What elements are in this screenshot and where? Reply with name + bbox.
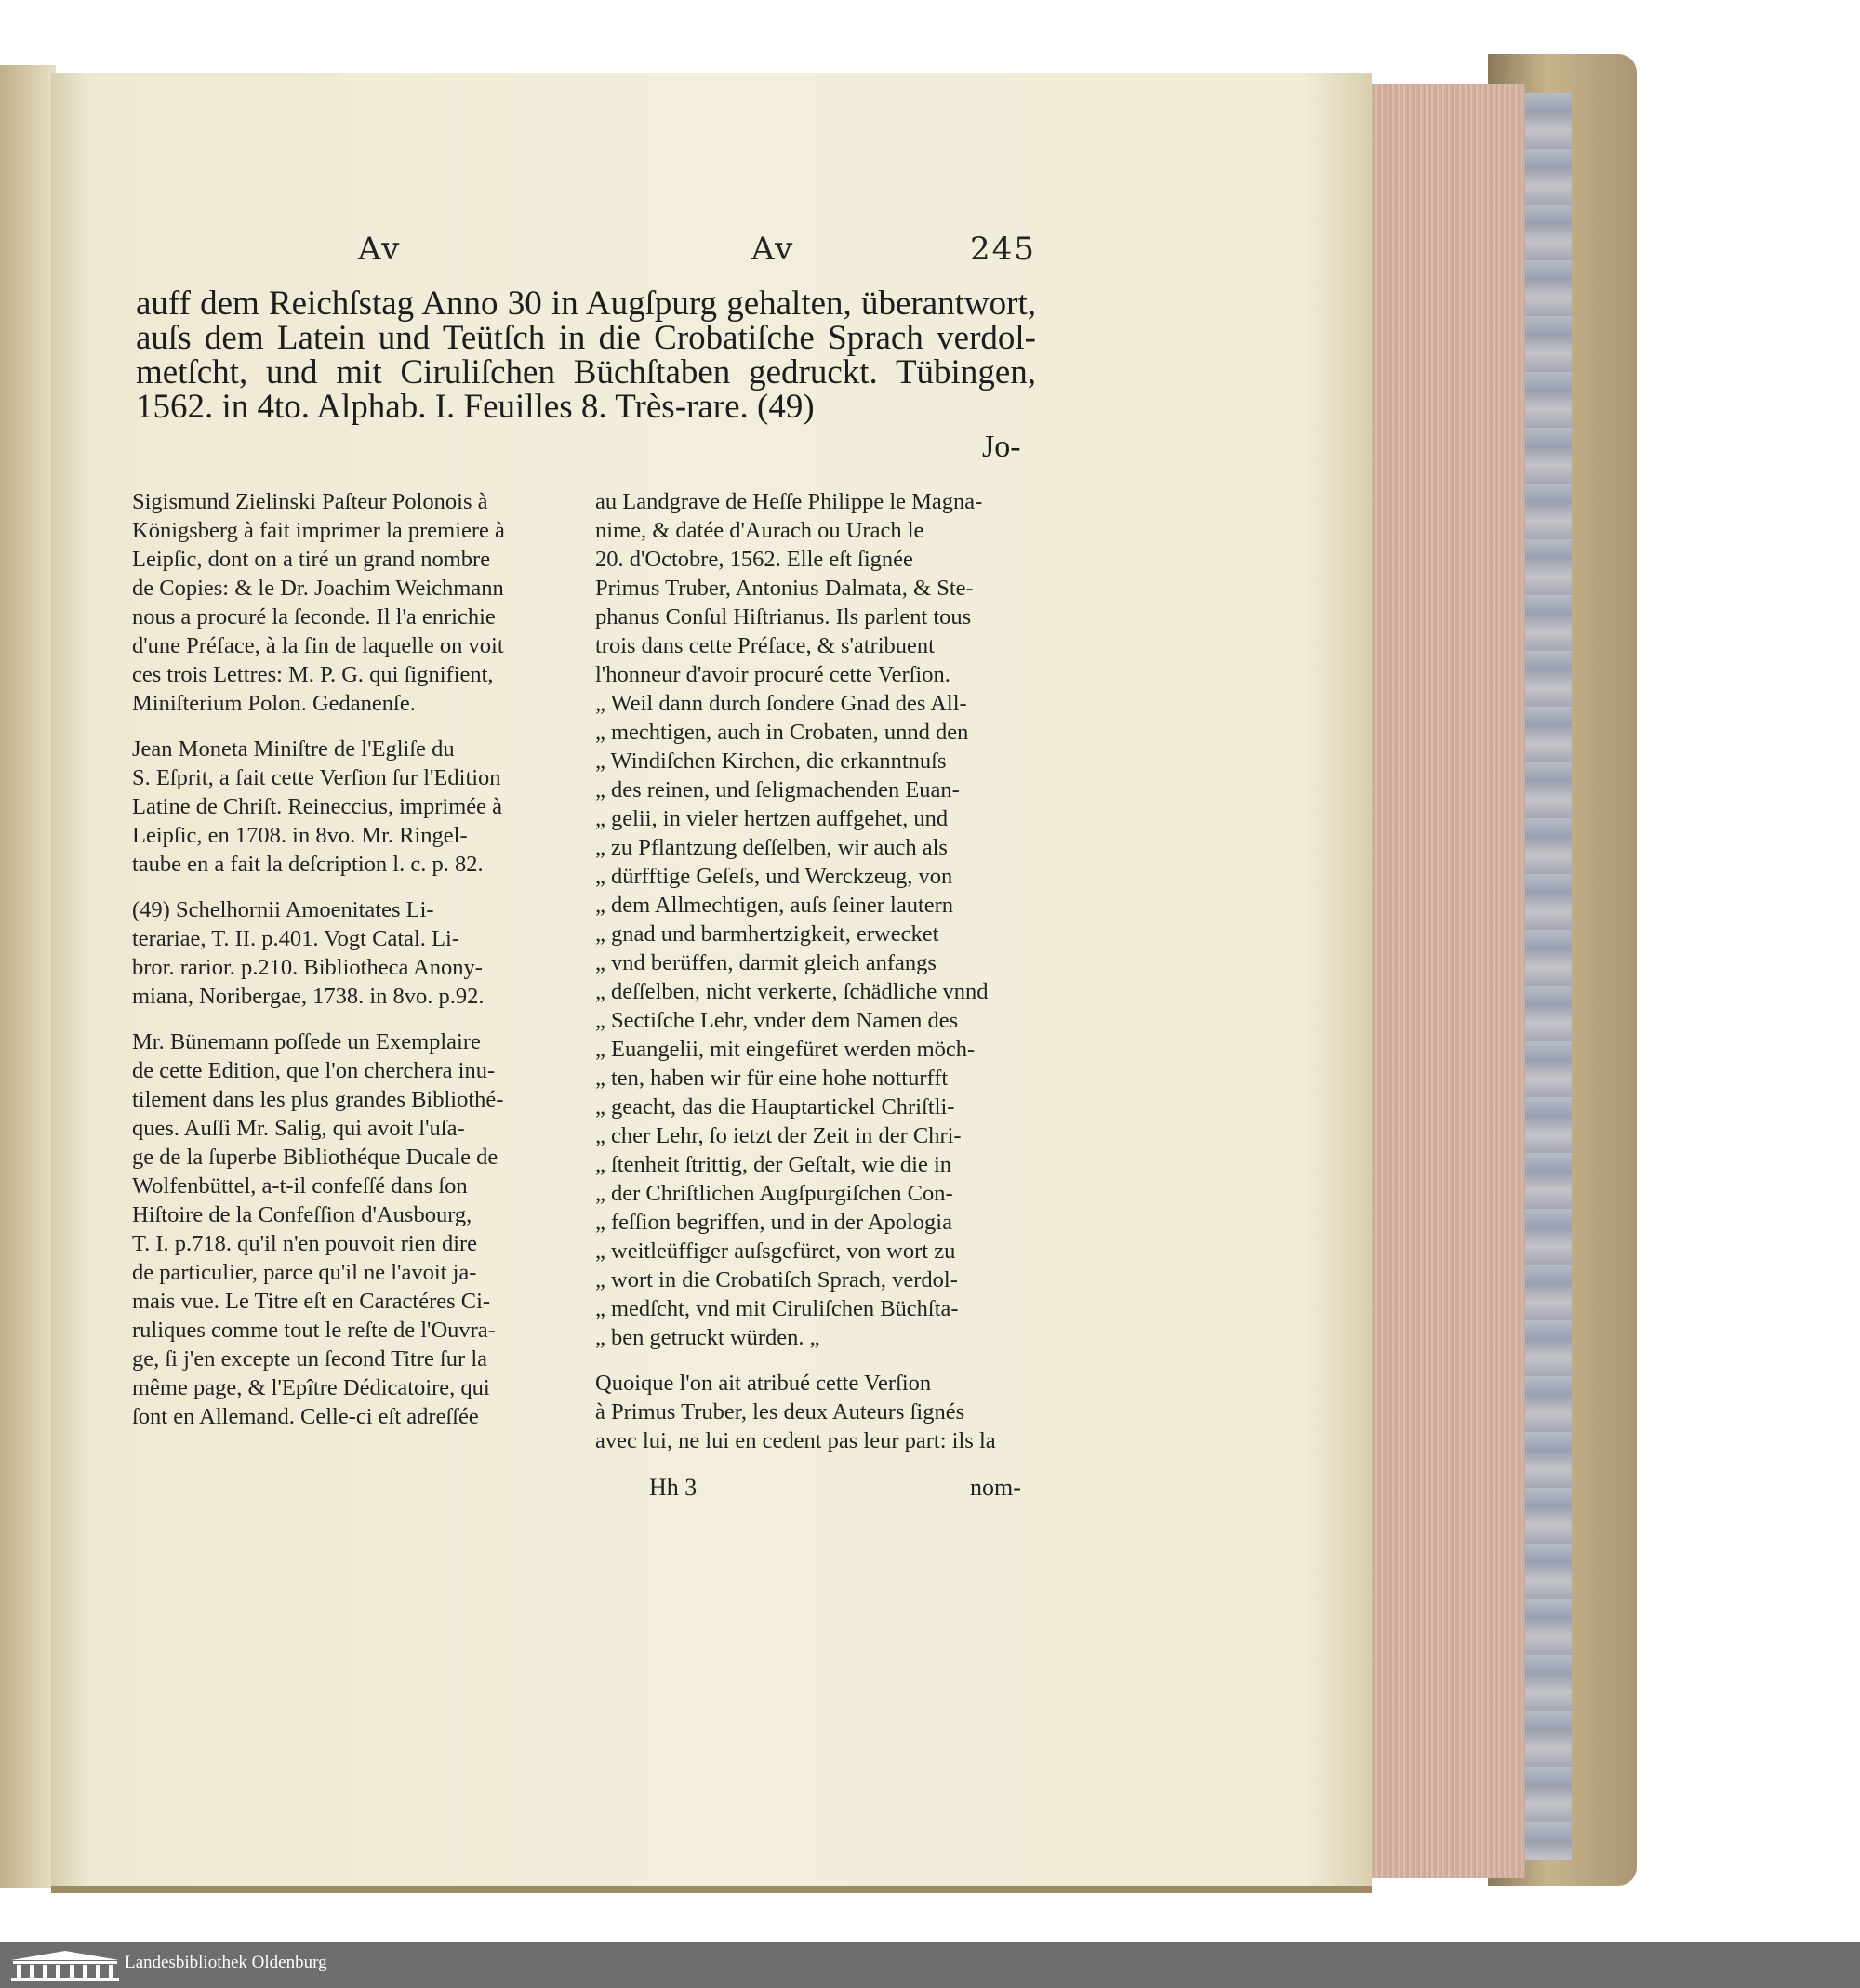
quote-line: „ ten, haben wir für eine hohe notturfft [595,1066,949,1091]
quote-line: „ zu Pflantzung deſſelben, wir auch als [595,835,948,860]
running-head-left: Av [358,231,402,268]
left-column [132,487,565,1448]
text-line: Miniſterium Polon. Gedanenſe. [132,691,416,716]
text-line: au Landgrave de Heſſe Philippe le Magna- [595,489,983,514]
text-line: trois dans cette Préface, & s'atribuent [595,633,935,658]
text-line: nime, & datée d'Aurach ou Urach le [595,518,924,543]
quote-line: „ Sectiſche Lehr, vnder dem Namen des [595,1008,959,1033]
right-column [595,487,1032,1472]
text-line: Sigismund Zielinski Paſteur Polonois à [132,489,488,514]
text-line: de Copies: & le Dr. Joachim Weichmann [132,576,504,601]
quote-line: „ des reinen, und ſeligmachenden Euan- [595,777,960,802]
catchword-top: Jo- [982,430,1021,464]
text-line: Latine de Chriſt. Reineccius, imprimée à [132,794,502,819]
footnote-paragraph [132,895,565,1011]
text-line: T. I. p.718. qu'il n'en pouvoit rien dire [132,1231,478,1256]
paragraph [132,735,565,879]
quote-line: „ ben getruckt würden. „ [595,1325,820,1350]
title-line: auff dem Reichſstag Anno 30 in Augſpurg gehalten, überantwort, [136,285,1036,323]
text-line: bror. rarior. p.210. Bibliotheca Anony- [132,955,483,980]
text-line: Mr. Bünemann poſſede un Exemplaire [132,1029,481,1054]
paragraph [132,487,565,718]
text-line: Leipſic, en 1708. in 8vo. Mr. Ringel- [132,823,468,848]
book-cover-left [0,65,56,1888]
quote-line: „ medſcht, vnd mit Ciruliſchen Büchſta- [595,1296,959,1321]
text-line: Quoique l'on ait atribué cette Verſion [595,1371,932,1396]
quote-line: „ Weil dann durch ſondere Gnad des All- [595,691,967,716]
text-line: ge de la ſuperbe Bibliothéque Ducale de [132,1145,498,1170]
quote-line: „ Windiſchen Kirchen, die erkanntnuſs [595,749,947,774]
quote-line: „ dem Allmechtigen, auſs ſeiner lautern [595,893,954,918]
paragraph [132,1027,565,1431]
text-line: ques. Auſſi Mr. Salig, qui avoit l'uſa- [132,1116,465,1141]
library-footer-bar [0,1942,1860,1988]
text-line: nous a procuré la ſeconde. Il l'a enrichie [132,604,496,630]
quote-line: „ deſſelben, nicht verkerte, ſchädliche vnnd [595,979,989,1004]
quote-line: „ Euangelii, mit eingefüret werden möch- [595,1037,976,1062]
quote-line: „ gnad und barmhertzigkeit, erwecket [595,921,939,947]
text-line: même page, & l'Epître Dédicatoire, qui [132,1375,490,1400]
quote-line: „ feſſion begriffen, und in der Apologia [595,1210,952,1235]
text-line: (49) Schelhornii Amoenitates Li- [132,897,434,922]
text-line: 20. d'Octobre, 1562. Elle eſt ſignée [595,547,913,572]
quote-line: „ gelii, in vieler hertzen auffgehet, und [595,806,949,831]
text-line: à Primus Truber, les deux Auteurs ſignés [595,1399,965,1425]
signature-mark: Hh 3 [649,1474,698,1501]
text-line: avec lui, ne lui en cedent pas leur part: ils la [595,1428,996,1453]
text-line: d'une Préface, à la fin de laquelle on voit [132,633,504,658]
title-line: 1562. in 4to. Alphab. I. Feuilles 8. Très-rare. (49) [136,388,815,426]
title-line: auſs dem Latein und Teütſch in die Crobatiſche Sprach verdol- [136,319,1036,357]
text-line: de particulier, parce qu'il ne l'avoit ja- [132,1260,477,1285]
text-line: phanus Conſul Hiſtrianus. Ils parlent tous [595,604,972,630]
quote-line: „ wort in die Crobatiſch Sprach, verdol- [595,1267,958,1292]
paragraph [595,487,1032,1352]
text-line: Jean Moneta Miniſtre de l'Egliſe du [132,736,455,762]
quote-line: „ cher Lehr, ſo ietzt der Zeit in der Chri- [595,1123,962,1148]
quote-line: „ geacht, das die Hauptartickel Chriſtli- [595,1094,955,1120]
text-line: ruliques comme tout le reſte de l'Ouvra- [132,1318,496,1343]
running-head-right: Av [751,231,795,268]
text-line: Königsberg à fait imprimer la premiere à [132,518,505,543]
text-line: mais vue. Le Titre eſt en Caractéres Ci- [132,1289,491,1314]
text-line: miana, Noribergae, 1738. in 8vo. p.92. [132,984,485,1009]
quote-line: „ dürfftige Geſeſs, und Werckzeug, von [595,864,953,889]
library-name[interactable]: Landesbibliothek Oldenburg [125,1953,327,1972]
text-line: de cette Edition, que l'on cherchera inu- [132,1058,496,1083]
catchword-bottom: nom- [970,1474,1021,1501]
text-line: taube en a fait la deſcription l. c. p. 82. [132,852,484,877]
text-line: terariae, T. II. p.401. Vogt Catal. Li- [132,926,459,951]
text-line: l'honneur d'avoir procuré cette Verſion. [595,662,950,687]
text-line: Wolfenbüttel, a-t-il confeſſé dans ſon [132,1173,468,1199]
text-line: ſont en Allemand. Celle-ci eſt adreſſée [132,1404,479,1429]
quote-line: „ mechtigen, auch in Crobaten, unnd den [595,720,969,745]
text-line: Leipſic, dont on a tiré un grand nombre [132,547,491,572]
title-line: metſcht, und mit Ciruliſchen Büchſtaben gedruckt. Tübingen, [136,353,1036,391]
page-number: 245 [970,231,1036,268]
library-building-icon [9,1949,121,1981]
text-line: ces trois Lettres: M. P. G. qui ſignifient, [132,662,494,687]
quote-line: „ vnd berüffen, darmit gleich anfangs [595,950,937,975]
title-continuation [136,286,1036,424]
text-line: Primus Truber, Antonius Dalmata, & Ste- [595,576,974,601]
quote-line: „ der Chriſtlichen Augſpurgiſchen Con- [595,1181,953,1206]
paragraph [595,1369,1032,1455]
text-line: tilement dans les plus grandes Bibliothé- [132,1087,504,1112]
text-line: Hiſtoire de la Confeſſion d'Ausbourg, [132,1202,472,1227]
text-line: ge, ſi j'en excepte un ſecond Titre ſur la [132,1346,488,1372]
quote-line: „ weitleüffiger auſsgefüret, von wort zu [595,1239,956,1264]
page-block-edge [1367,84,1525,1878]
text-line: S. Eſprit, a fait cette Verſion ſur l'Edition [132,765,501,790]
quote-line: „ ſtenheit ſtrittig, der Geſtalt, wie die in [595,1152,952,1177]
